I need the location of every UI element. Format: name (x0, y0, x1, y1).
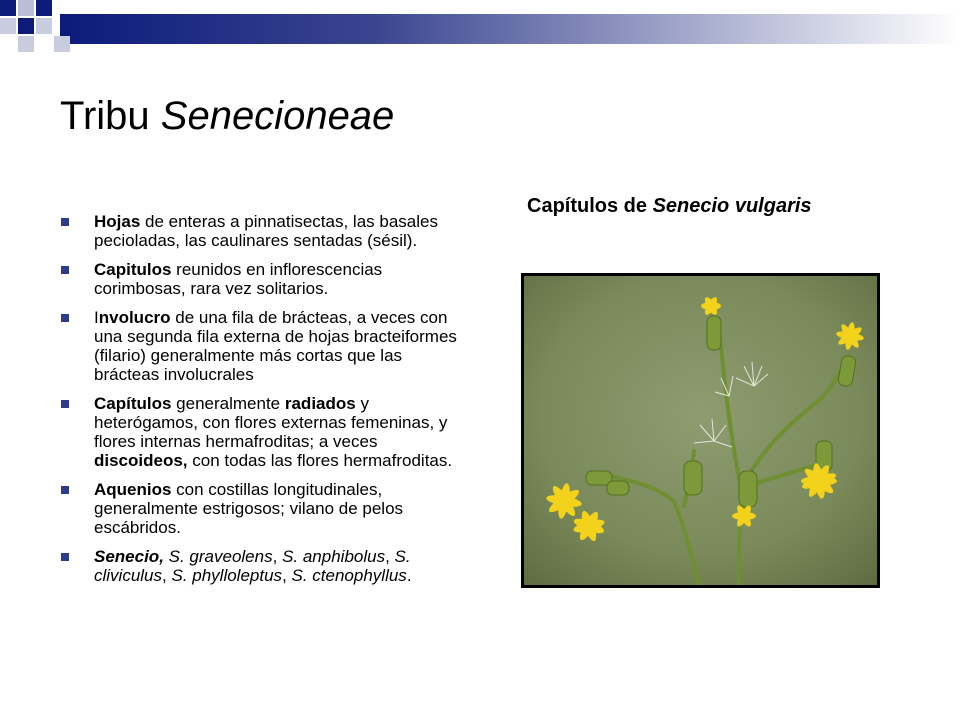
bullet-square-icon (61, 553, 69, 561)
bullet-text: reunidos en inflorescencias corimbosas, rara vez solitarios. (94, 260, 383, 298)
bullet-text: Capítulos (94, 394, 172, 413)
title-prefix: Tribu (60, 94, 161, 138)
bullet-square-icon (61, 266, 69, 274)
bullet-text: Aquenios (94, 480, 172, 499)
bullet-text: de una fila de brácteas, a veces con una segunda fila externa de hojas bracteiformes (filario) generalmente más cortas que las brácteas involucrales (94, 308, 457, 384)
bullet-item (60, 260, 470, 298)
bullet-square-icon (61, 314, 69, 322)
bullet-text: I (94, 308, 99, 327)
bullet-item (60, 308, 470, 384)
plant-photo (521, 273, 880, 588)
bullet-text: , (282, 566, 292, 585)
bullet-square-icon (61, 486, 69, 494)
bullet-text: con costillas longitudinales, generalmente estrigosos; vilano de pelos escábridos. (94, 480, 404, 537)
bullet-text: Hojas (94, 212, 141, 231)
bullet-text: Senecio, (94, 547, 164, 566)
header-decoration (0, 0, 960, 60)
senecio-vulgaris-photo (524, 276, 877, 585)
bullet-item (60, 547, 470, 585)
bullet-text: S. ctenophyllus (291, 566, 407, 585)
bullet-text: de enteras a pinnatisectas, las basales pecioladas, las caulinares sentadas (sésil). (94, 212, 438, 250)
bullet-text: nvolucro (98, 308, 171, 327)
caption-prefix: Capítulos de (527, 195, 653, 217)
bullet-square-icon (61, 218, 69, 226)
slide-title (60, 94, 394, 138)
bullet-text: Capitulos (94, 260, 172, 279)
bullet-item (60, 480, 470, 537)
bullet-text: , (272, 547, 283, 566)
bullet-text: , (162, 566, 172, 585)
bullet-text: S. phylloleptus (171, 566, 283, 585)
bullet-text: . (406, 566, 412, 585)
caption-italic: Senecio vulgaris (652, 195, 812, 217)
photo-caption (0, 195, 960, 218)
bullet-text: generalmente (171, 394, 285, 413)
bullet-text: , (385, 547, 395, 566)
bullet-text: radiados (284, 394, 356, 413)
bullet-square-icon (61, 400, 69, 408)
bullet-text: con todas las flores hermafroditas. (187, 451, 453, 470)
bullet-text: S. graveolens (163, 547, 273, 566)
bullet-text: discoideos, (94, 451, 188, 470)
bullet-text: S. cliviculus (94, 547, 411, 585)
bullet-text: S. anphibolus (282, 547, 386, 566)
title-italic: Senecioneae (160, 94, 395, 138)
bullet-item (60, 394, 470, 470)
bullet-list (60, 212, 470, 595)
bullet-text: y heterógamos, con flores externas femeninas, y flores internas hermafroditas; a veces (94, 394, 448, 451)
